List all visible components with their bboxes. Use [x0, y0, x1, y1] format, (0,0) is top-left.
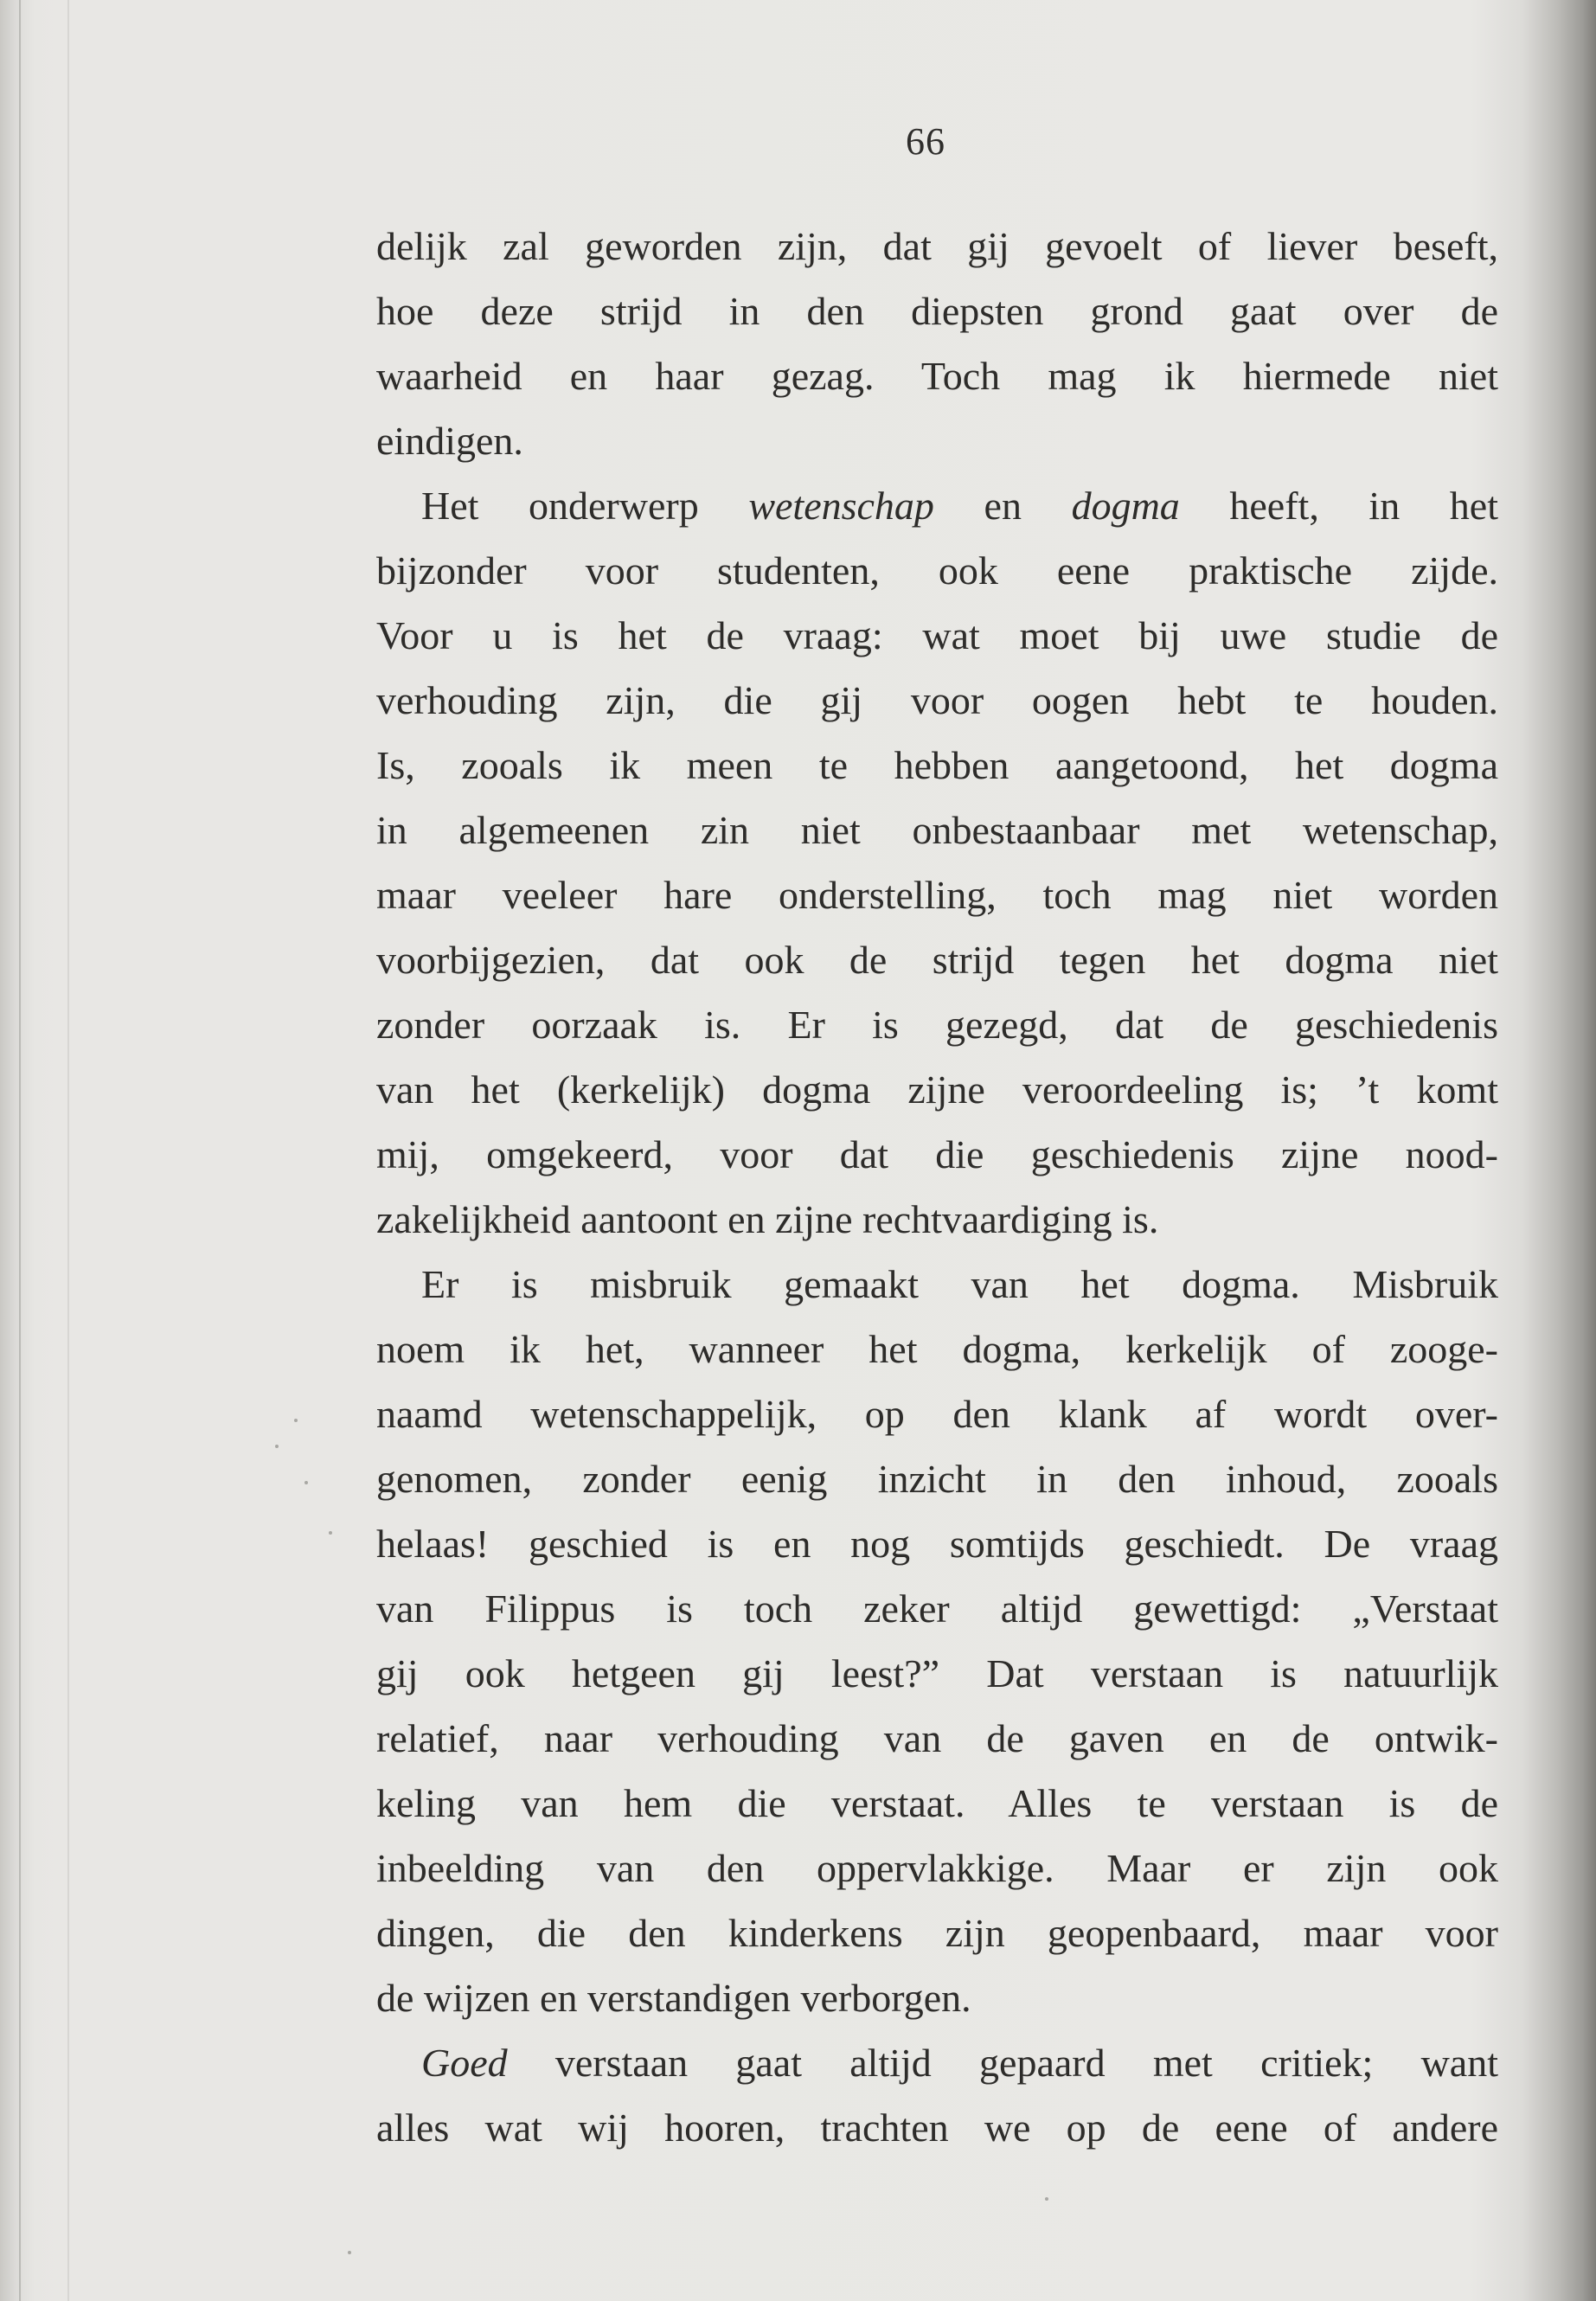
scan-speck: [294, 1419, 298, 1422]
text-line: helaas! geschied is en nog somtijds geschiedt. De vraag: [376, 1522, 1498, 1566]
text-line: van Filippus is toch zeker altijd gewettigd: „Verstaat: [376, 1586, 1498, 1631]
text-line: mij, omgekeerd, voor dat die geschiedenis zijne nood-: [376, 1132, 1498, 1176]
text-segment: en: [933, 484, 1072, 528]
text-line: genomen, zonder eenig inzicht in den inhoud, zooals: [376, 1457, 1498, 1501]
text-line: delijk zal geworden zijn, dat gij gevoelt of liever beseft,: [376, 224, 1498, 268]
text-line: Is, zooals ik meen te hebben aangetoond, het dogma: [376, 743, 1498, 787]
text-line: relatief, naar verhouding van de gaven en de ontwik-: [376, 1716, 1498, 1760]
text-line: Er is misbruik gemaakt van het dogma. Misbruik: [421, 1262, 1498, 1306]
text-line: noem ik het, wanneer het dogma, kerkelijk of zooge-: [376, 1327, 1498, 1371]
text-line: de wijzen en verstandigen verborgen.: [376, 1976, 971, 2020]
text-line: inbeelding van den oppervlakkige. Maar er zijn ook: [376, 1846, 1498, 1890]
page-number: 66: [906, 120, 945, 163]
text-line: waarheid en haar gezag. Toch mag ik hiermede niet: [376, 354, 1498, 398]
body-text: [376, 214, 1498, 2160]
text-line: [376, 2030, 1498, 2095]
text-line: gij ook hetgeen gij leest?” Dat verstaan is natuurlijk: [376, 1651, 1498, 1695]
scan-speck: [304, 1481, 308, 1484]
text-segment: Het onderwerp: [421, 484, 749, 528]
text-segment: verstaan gaat altijd gepaard met critiek; want: [507, 2041, 1498, 2085]
scan-speck: [275, 1445, 279, 1448]
gutter-line-inner: [67, 0, 69, 2301]
text-line: alles wat wij hooren, trachten we op de eene of andere: [376, 2106, 1498, 2150]
emphasis-wetenschap: wetenschap: [748, 484, 934, 528]
text-line: zonder oorzaak is. Er is gezegd, dat de geschiedenis: [376, 1003, 1498, 1047]
text-line: keling van hem die verstaat. Alles te verstaan is de: [376, 1781, 1498, 1825]
text-line: voorbijgezien, dat ook de strijd tegen het dogma niet: [376, 938, 1498, 982]
text-line: bijzonder voor studenten, ook eene praktische zijde.: [376, 548, 1498, 593]
text-line: dingen, die den kinderkens zijn geopenbaard, maar voor: [376, 1911, 1498, 1955]
text-segment: heeft, in het: [1179, 484, 1499, 528]
emphasis-goed: Goed: [421, 2041, 508, 2085]
scan-speck: [348, 2251, 351, 2254]
gutter-line-left: [19, 0, 21, 2301]
text-line: maar veeleer hare onderstelling, toch mag niet worden: [376, 873, 1498, 917]
text-line: verhouding zijn, die gij voor oogen hebt te houden.: [376, 678, 1498, 722]
text-line: [376, 473, 1498, 538]
scan-speck: [329, 1531, 332, 1535]
text-line: zakelijkheid aantoont en zijne rechtvaardiging is.: [376, 1197, 1159, 1241]
text-line: hoe deze strijd in den diepsten grond gaat over de: [376, 289, 1498, 333]
text-line: in algemeenen zin niet onbestaanbaar met wetenschap,: [376, 808, 1498, 852]
text-line: van het (kerkelijk) dogma zijne veroordeeling is; ’t komt: [376, 1067, 1498, 1112]
emphasis-dogma: dogma: [1071, 484, 1180, 528]
text-line: eindigen.: [376, 419, 523, 463]
text-line: Voor u is het de vraag: wat moet bij uwe studie de: [376, 613, 1498, 657]
scan-speck: [1045, 2197, 1048, 2201]
text-line: naamd wetenschappelijk, op den klank af wordt over-: [376, 1392, 1498, 1436]
